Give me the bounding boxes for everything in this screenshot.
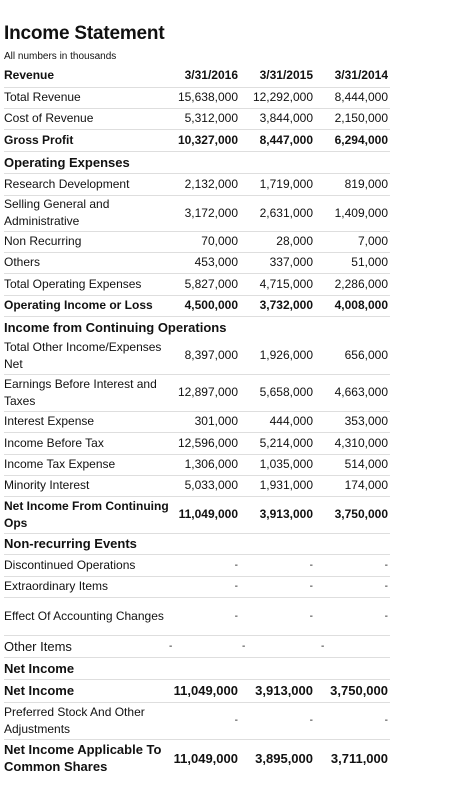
- table-row: [4, 635, 390, 657]
- units-note: All numbers in thousands: [4, 51, 117, 62]
- income-statement-panel: [0, 22, 454, 777]
- row-label: Net Income: [4, 683, 75, 698]
- cell-value: -: [234, 715, 238, 726]
- cell-value: 70,000: [201, 234, 238, 248]
- cell-value: 819,000: [344, 176, 388, 191]
- table-row: [4, 374, 390, 411]
- cell-value: -: [309, 581, 313, 592]
- cell-value: 15,638,000: [177, 90, 238, 104]
- cell-value: -: [384, 610, 388, 622]
- income-statement-table: [4, 65, 390, 777]
- table-row: [4, 273, 390, 295]
- cell-value: 7,000: [357, 234, 388, 248]
- row-label: Preferred Stock And Other Adjustments: [4, 704, 145, 736]
- row-label: Discontinued Operations: [4, 557, 136, 572]
- cell-value: -: [242, 640, 246, 652]
- row-label: Gross Profit: [4, 132, 74, 147]
- table-row: [4, 475, 390, 496]
- row-label: Total Revenue: [4, 90, 81, 104]
- cell-value: 10,327,000: [177, 132, 238, 147]
- table-row: [4, 231, 390, 252]
- cell-value: 453,000: [194, 255, 238, 269]
- table-row: [4, 454, 390, 475]
- section-header: [4, 533, 390, 554]
- row-label: Others: [4, 255, 41, 269]
- cell-value: -: [169, 640, 173, 652]
- cell-value: 2,150,000: [334, 111, 388, 125]
- cell-value: 3,711,000: [330, 750, 388, 766]
- cell-value: 11,049,000: [173, 750, 238, 766]
- cell-value: 11,049,000: [178, 507, 238, 521]
- section-title: Income from Continuing Operations: [4, 319, 227, 335]
- cell-value: 51,000: [351, 255, 388, 269]
- cell-value: 5,312,000: [184, 111, 238, 125]
- table-row: [4, 554, 390, 576]
- cell-value: 1,931,000: [259, 478, 313, 492]
- cell-value: -: [309, 559, 313, 571]
- section-header: [4, 151, 390, 173]
- table-row: [4, 295, 390, 316]
- cell-value: 3,895,000: [255, 750, 313, 766]
- date-header: 3/31/2014: [334, 68, 388, 83]
- cell-value: 1,306,000: [184, 457, 238, 471]
- cell-value: -: [234, 559, 238, 571]
- cell-value: -: [309, 610, 313, 622]
- cell-value: 5,214,000: [259, 435, 313, 450]
- cell-value: 8,444,000: [334, 90, 388, 104]
- row-label: Revenue: [4, 68, 55, 83]
- row-label: Net Income Applicable To Common Shares: [4, 742, 162, 775]
- row-label: Other Items: [4, 638, 72, 654]
- cell-value: -: [384, 559, 388, 571]
- row-label: Cost of Revenue: [4, 111, 94, 125]
- cell-value: 3,750,000: [334, 507, 388, 521]
- cell-value: 4,663,000: [334, 385, 388, 399]
- cell-value: 8,397,000: [184, 348, 238, 363]
- row-label: Interest Expense: [4, 414, 95, 428]
- table-row: [4, 739, 390, 777]
- cell-value: 1,719,000: [259, 176, 313, 191]
- row-label: Extraordinary Items: [4, 579, 109, 593]
- cell-value: 1,409,000: [334, 205, 388, 220]
- table-row: [4, 597, 390, 635]
- cell-value: 12,292,000: [252, 90, 313, 104]
- cell-value: 28,000: [276, 234, 313, 248]
- cell-value: 337,000: [269, 255, 313, 269]
- cell-value: 5,827,000: [184, 276, 238, 291]
- page-title: Income Statement: [4, 23, 165, 44]
- section-title: Net Income: [4, 660, 75, 676]
- cell-value: 12,596,000: [177, 435, 238, 450]
- cell-value: 4,715,000: [259, 276, 313, 291]
- cell-value: -: [234, 581, 238, 592]
- cell-value: 4,008,000: [334, 298, 388, 312]
- table-row: [4, 432, 390, 454]
- table-row: [4, 252, 390, 273]
- cell-value: 3,732,000: [259, 298, 313, 312]
- header-row: [4, 65, 390, 87]
- row-label: Non Recurring: [4, 234, 82, 248]
- cell-value: 12,897,000: [177, 385, 238, 399]
- section-title: Operating Expenses: [4, 154, 130, 170]
- table-row: [4, 576, 390, 597]
- cell-value: -: [384, 715, 388, 726]
- cell-value: -: [384, 581, 388, 592]
- table-row: [4, 173, 390, 195]
- cell-value: 5,033,000: [184, 478, 238, 492]
- cell-value: 444,000: [269, 414, 313, 428]
- row-label: Earnings Before Interest and Taxes: [4, 376, 157, 408]
- cell-value: 3,844,000: [259, 111, 313, 125]
- cell-value: 2,132,000: [184, 176, 238, 191]
- row-label: Selling General and Administrative: [4, 197, 110, 228]
- date-header: 3/31/2016: [184, 68, 238, 83]
- cell-value: -: [321, 640, 325, 652]
- cell-value: 1,926,000: [259, 348, 313, 363]
- row-label: Income Before Tax: [4, 435, 104, 450]
- cell-value: 514,000: [344, 457, 388, 471]
- cell-value: 3,913,000: [255, 683, 313, 698]
- row-label: Research Development: [4, 176, 130, 191]
- table-row: [4, 679, 390, 702]
- table-row: [4, 496, 390, 533]
- row-label: Income Tax Expense: [4, 457, 116, 471]
- section-title: Non-recurring Events: [4, 536, 137, 551]
- cell-value: 2,286,000: [334, 276, 388, 291]
- table-row: [4, 108, 390, 129]
- section-header: [4, 316, 390, 338]
- date-header: 3/31/2015: [259, 68, 313, 83]
- cell-value: 174,000: [344, 478, 388, 492]
- cell-value: 301,000: [194, 414, 238, 428]
- cell-value: -: [234, 610, 238, 622]
- cell-value: 3,172,000: [184, 205, 238, 220]
- cell-value: 2,631,000: [259, 205, 313, 220]
- cell-value: 1,035,000: [259, 457, 313, 471]
- table-row: [4, 411, 390, 432]
- cell-value: 11,049,000: [173, 683, 238, 698]
- cell-value: 4,500,000: [184, 298, 238, 312]
- row-label: Minority Interest: [4, 478, 90, 492]
- cell-value: 6,294,000: [334, 132, 388, 147]
- row-label: Total Other Income/Expenses Net: [4, 339, 162, 371]
- table-row: [4, 195, 390, 231]
- cell-value: 656,000: [344, 348, 388, 363]
- table-row: [4, 129, 390, 151]
- cell-value: 3,750,000: [330, 683, 388, 698]
- cell-value: 4,310,000: [334, 435, 388, 450]
- cell-value: 3,913,000: [259, 507, 313, 521]
- section-header: [4, 657, 390, 679]
- cell-value: 5,658,000: [259, 385, 313, 399]
- cell-value: -: [309, 715, 313, 726]
- cell-value: 8,447,000: [259, 132, 313, 147]
- row-label: Operating Income or Loss: [4, 298, 153, 312]
- row-label: Effect Of Accounting Changes: [4, 608, 164, 623]
- row-label: Net Income From Continuing Ops: [4, 498, 169, 530]
- cell-value: 353,000: [344, 414, 388, 428]
- row-label: Total Operating Expenses: [4, 276, 142, 291]
- table-row: [4, 338, 390, 374]
- table-row: [4, 702, 390, 739]
- table-row: [4, 87, 390, 108]
